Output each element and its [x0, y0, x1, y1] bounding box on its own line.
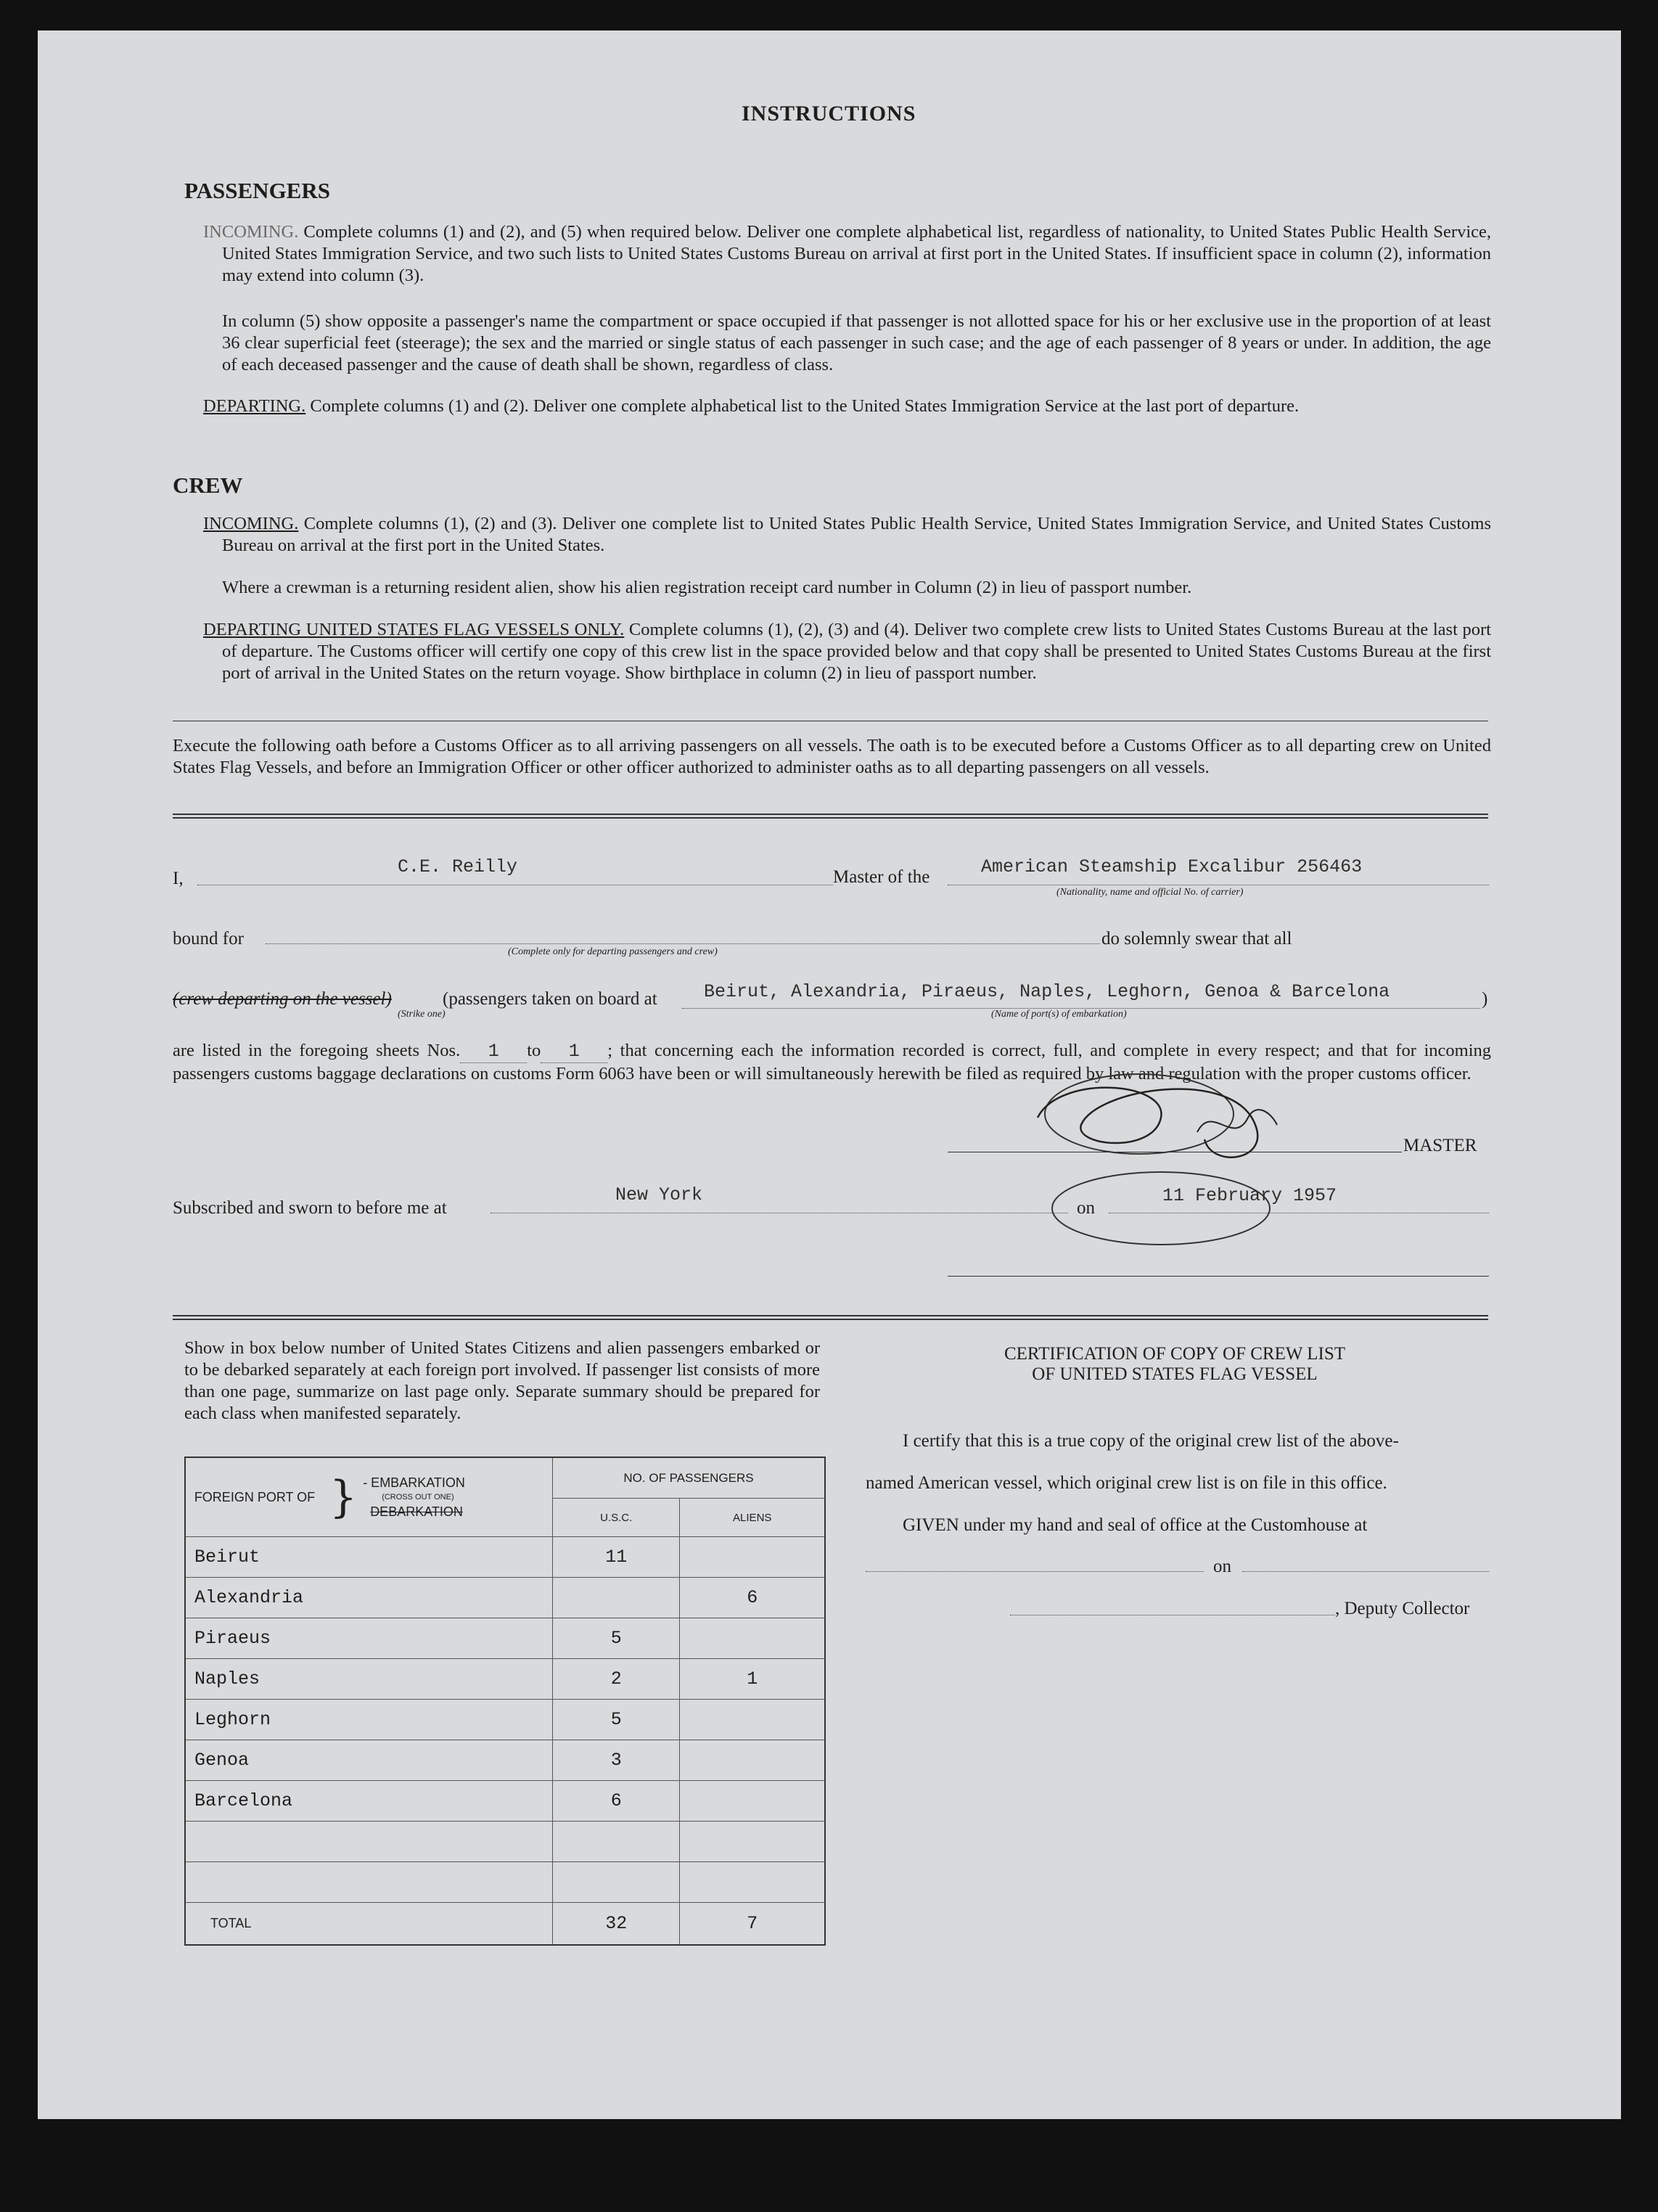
aliens-cell — [680, 1618, 825, 1659]
bound-for-label: bound for — [173, 929, 244, 949]
crew-departing-paragraph — [203, 619, 1491, 684]
passengers-departing-label: DEPARTING. — [203, 396, 306, 416]
officer-signature-line — [948, 1276, 1489, 1277]
usc-cell — [553, 1578, 680, 1618]
page-title: INSTRUCTIONS — [742, 102, 916, 126]
table-row — [185, 1700, 825, 1740]
sheet-to-value: 1 — [541, 1041, 607, 1063]
usc-cell: 5 — [553, 1618, 680, 1659]
crew-incoming-paragraph — [203, 513, 1491, 557]
bound-for-caption: (Complete only for departing passengers and crew) — [508, 946, 718, 957]
master-label: MASTER — [1403, 1136, 1477, 1155]
port-cell: Barcelona — [185, 1781, 553, 1822]
crew-resident-paragraph: Where a crewman is a returning resident alien, show his alien registration receipt card number in Column (2) in lieu of passport number. — [222, 578, 1192, 597]
foreign-port-label: FOREIGN PORT OF — [194, 1490, 316, 1504]
master-of-label: Master of the — [833, 867, 930, 887]
passengers-departing-text: Complete columns (1) and (2). Deliver one complete alphabetical list to the United States Immigration Service at the last port of departure. — [310, 396, 1300, 416]
subscribed-label: Subscribed and sworn to before me at — [173, 1198, 447, 1218]
total-aliens: 7 — [680, 1903, 825, 1945]
ports-close-paren: ) — [1482, 989, 1488, 1009]
table-row — [185, 1822, 825, 1862]
ports-caption: (Name of port(s) of embarkation) — [991, 1009, 1127, 1020]
aliens-cell — [680, 1822, 825, 1862]
certification-date-line — [1242, 1571, 1489, 1572]
crew-departing-text: Complete columns (1), (2), (3) and (4). Deliver two complete crew lists to United States Customs Bureau at the last port of departure. The Customs officer will certify one copy of this crew list in the space provided below and that copy shall be presented to United States Customs Bureau at the first port of arrival in the United States on the return voyage. Show birthplace in column (2) in lieu of passport number. — [222, 620, 1491, 683]
cross-out-label: (CROSS OUT ONE) — [382, 1493, 454, 1502]
oath-instruction: Execute the following oath before a Customs Officer as to all arriving passengers on all vessels. The oath is to be executed before a Customs Officer as to all departing crew on United States Flag Vessels, and before an Immigration Officer or other officer authorized to administer oaths as to all departing passengers on all vessels. — [173, 736, 1491, 777]
aliens-cell: 6 — [680, 1578, 825, 1618]
crew-strike-text: (crew departing on the vessel) — [173, 989, 392, 1009]
aliens-cell — [680, 1740, 825, 1781]
customhouse-line — [866, 1571, 1204, 1572]
passengers-incoming-text: Complete columns (1) and (2), and (5) when required below. Deliver one complete alphabetical list, regardless of nationality, to United States Public Health Service, United States Immigration Service, and two such lists to United States Customs Bureau on arrival at first port in the United States. If insufficient space in column (2), information may extend into column (3). — [222, 222, 1492, 285]
table-row — [185, 1781, 825, 1822]
sheet-from-value: 1 — [460, 1041, 527, 1063]
oath-i-label: I, — [173, 869, 184, 888]
certify-text: ; that concerning each the information recorded is correct, full, and complete in every respect; and that for incoming passengers customs baggage declarations on customs Form 6063 have been or will simultaneously herewith be filed as required by law and regulation with the proper customs officer. — [173, 1041, 1491, 1084]
usc-cell: 3 — [553, 1740, 680, 1781]
master-name-value: C.E. Reilly — [398, 856, 518, 877]
certification-title-line2: OF UNITED STATES FLAG VESSEL — [1032, 1364, 1318, 1384]
crew-incoming-label: INCOMING. — [203, 514, 299, 533]
table-row — [185, 1659, 825, 1700]
port-cell: Alexandria — [185, 1578, 553, 1618]
table-row — [185, 1862, 825, 1903]
certification-title — [861, 1344, 1489, 1385]
passengers-heading: PASSENGERS — [184, 178, 330, 203]
sworn-date-value: 11 February 1957 — [1162, 1185, 1337, 1206]
passengers-taken-label: (passengers taken on board at — [443, 989, 657, 1009]
port-cell — [185, 1862, 553, 1903]
passengers-header: NO. OF PASSENGERS — [553, 1457, 826, 1499]
listed-label: are listed in the foregoing sheets Nos. — [173, 1041, 461, 1060]
table-row — [185, 1537, 825, 1578]
summary-instruction: Show in box below number of United States Citizens and alien passengers embarked or to be debarked separately at each foreign port involved. If passenger list consists of more than one page, summarize on last page only. Separate summary should be prepared for each class when manifested separately. — [184, 1338, 820, 1423]
deputy-collector-label: , Deputy Collector — [1335, 1599, 1470, 1618]
aliens-cell — [680, 1700, 825, 1740]
ports-value: Beirut, Alexandria, Piraeus, Naples, Leghorn, Genoa & Barcelona — [704, 981, 1390, 1002]
usc-cell — [553, 1862, 680, 1903]
port-cell: Beirut — [185, 1537, 553, 1578]
aliens-cell — [680, 1862, 825, 1903]
sworn-place-value: New York — [615, 1184, 703, 1205]
table-row — [185, 1740, 825, 1781]
passengers-incoming-label: INCOMING. — [203, 222, 299, 242]
table-row — [185, 1618, 825, 1659]
usc-cell: 2 — [553, 1659, 680, 1700]
total-label: TOTAL — [185, 1903, 553, 1945]
embarkation-label: - EMBARKATION — [363, 1475, 465, 1490]
passenger-summary-table — [184, 1457, 826, 1946]
crew-departing-label: DEPARTING UNITED STATES FLAG VESSELS ONLY. — [203, 620, 625, 639]
to-label: to — [527, 1041, 541, 1060]
aliens-header: ALIENS — [680, 1499, 825, 1537]
passengers-column5-paragraph: In column (5) show opposite a passenger's name the compartment or space occupied if that passenger is not allotted space for his or her exclusive use in the proportion of at least 36 clear superficial feet (steerage); the sex and the married or single status of each passenger in such case; and the age of each passenger of 8 years or under. In addition, the age of each deceased passenger and the cause of death shall be shown, regardless of class. — [222, 311, 1491, 374]
certification-text-line2: named American vessel, which original crew list is on file in this office. — [866, 1473, 1387, 1493]
certification-title-line1: CERTIFICATION OF COPY OF CREW LIST — [1004, 1344, 1346, 1364]
brace-glyph: } — [329, 1472, 358, 1523]
port-header-cell — [185, 1457, 553, 1537]
port-cell: Piraeus — [185, 1618, 553, 1659]
total-usc: 32 — [553, 1903, 680, 1945]
aliens-cell — [680, 1537, 825, 1578]
strike-caption: (Strike one) — [398, 1009, 446, 1020]
passengers-departing-paragraph — [203, 396, 1491, 417]
usc-cell: 5 — [553, 1700, 680, 1740]
passengers-incoming-paragraph — [203, 221, 1491, 287]
certification-text-line1: I certify that this is a true copy of the original crew list of the above- — [903, 1431, 1399, 1451]
port-cell — [185, 1822, 553, 1862]
signature-icon — [994, 1060, 1371, 1248]
vessel-caption: (Nationality, name and official No. of carrier) — [1056, 887, 1244, 898]
sworn-on-label: on — [1077, 1198, 1095, 1218]
debarkation-label: DEBARKATION — [370, 1504, 463, 1519]
port-cell: Genoa — [185, 1740, 553, 1781]
certification-on-label: on — [1213, 1557, 1231, 1576]
usc-cell: 11 — [553, 1537, 680, 1578]
double-divider-lower — [173, 1315, 1488, 1320]
double-divider — [173, 814, 1488, 819]
bound-for-line — [266, 943, 1100, 944]
swear-label: do solemnly swear that all — [1101, 929, 1292, 949]
usc-cell: 6 — [553, 1781, 680, 1822]
usc-header: U.S.C. — [553, 1499, 680, 1537]
port-cell: Leghorn — [185, 1700, 553, 1740]
crew-heading: CREW — [173, 472, 243, 498]
certification-text-line3: GIVEN under my hand and seal of office at the Customhouse at — [903, 1515, 1368, 1535]
crew-incoming-text: Complete columns (1), (2) and (3). Deliver one complete list to United States Public Health Service, United States Immigration Service, and United States Customs Bureau on arrival at the first port in the United States. — [222, 514, 1491, 555]
table-row — [185, 1578, 825, 1618]
port-cell: Naples — [185, 1659, 553, 1700]
usc-cell — [553, 1822, 680, 1862]
aliens-cell: 1 — [680, 1659, 825, 1700]
aliens-cell — [680, 1781, 825, 1822]
vessel-value: American Steamship Excalibur 256463 — [981, 856, 1363, 877]
